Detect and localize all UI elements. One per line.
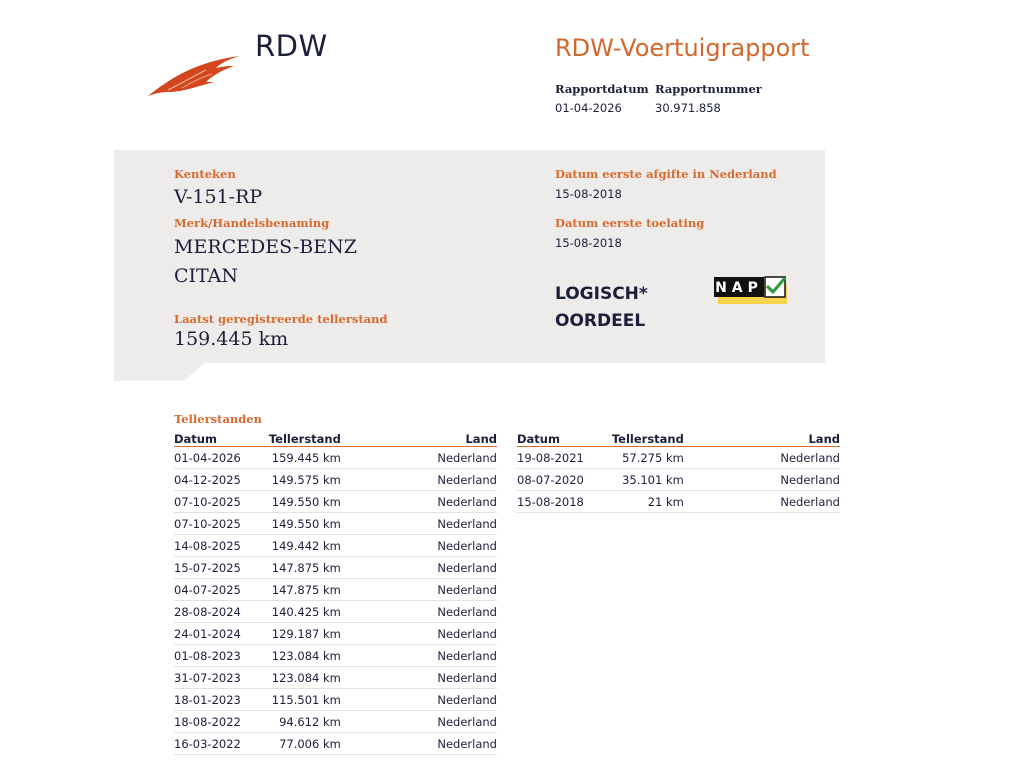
cell-land: Nederland [341, 469, 497, 491]
cell-tellerstand: 123.084 km [269, 645, 341, 667]
table-header-row [517, 432, 840, 447]
col-header-tellerstand: Tellerstand [611, 432, 684, 446]
cell-datum: 24-01-2024 [174, 623, 269, 645]
table-row [174, 667, 497, 689]
cell-tellerstand: 94.612 km [269, 711, 341, 733]
kenteken-value: V-151-RP [174, 186, 263, 208]
afgifte-value: 15-08-2018 [555, 187, 622, 201]
cell-land: Nederland [341, 733, 497, 755]
report-title: RDW-Voertuigrapport [555, 34, 810, 62]
merk-value: MERCEDES-BENZ [174, 236, 357, 258]
report-number-value: 30.971.858 [655, 101, 721, 115]
cell-datum: 18-08-2022 [174, 711, 269, 733]
cell-land: Nederland [684, 469, 840, 491]
cell-land: Nederland [684, 491, 840, 513]
report-date-value: 01-04-2026 [555, 101, 622, 115]
cell-land: Nederland [341, 689, 497, 711]
table-row [174, 733, 497, 755]
cell-datum: 04-12-2025 [174, 469, 269, 491]
cell-land: Nederland [684, 447, 840, 469]
toelating-value: 15-08-2018 [555, 236, 622, 250]
cell-tellerstand: 115.501 km [269, 689, 341, 711]
rdw-logo-icon [146, 44, 242, 100]
cell-land: Nederland [341, 491, 497, 513]
table-row [174, 601, 497, 623]
col-header-land: Land [684, 432, 840, 447]
cell-land: Nederland [341, 579, 497, 601]
odometer-table-left [174, 432, 497, 755]
cell-tellerstand: 147.875 km [269, 557, 341, 579]
col-header-tellerstand: Tellerstand [268, 432, 341, 446]
cell-datum: 01-04-2026 [174, 447, 269, 469]
table-row [174, 689, 497, 711]
cell-tellerstand: 57.275 km [612, 447, 684, 469]
afgifte-label: Datum eerste afgifte in Nederland [555, 167, 777, 181]
cell-datum: 15-07-2025 [174, 557, 269, 579]
toelating-label: Datum eerste toelating [555, 216, 705, 230]
cell-datum: 28-08-2024 [174, 601, 269, 623]
cell-tellerstand: 35.101 km [612, 469, 684, 491]
cell-datum: 08-07-2020 [517, 469, 612, 491]
cell-land: Nederland [341, 513, 497, 535]
nap-text: NAP [715, 280, 763, 296]
nap-badge [714, 276, 787, 304]
cell-datum: 07-10-2025 [174, 491, 269, 513]
table-header-row [174, 432, 497, 447]
table-row [174, 645, 497, 667]
odometer-table-right [517, 432, 840, 513]
cell-land: Nederland [341, 711, 497, 733]
verdict-line-2: OORDEEL [555, 311, 646, 331]
cell-datum: 01-08-2023 [174, 645, 269, 667]
vehicle-panel-tab [114, 363, 204, 381]
table-row [517, 469, 840, 491]
col-header-datum: Datum [517, 432, 612, 447]
report-number [655, 82, 762, 115]
kenteken-label: Kenteken [174, 167, 236, 181]
cell-tellerstand: 129.187 km [269, 623, 341, 645]
table-row [517, 491, 840, 513]
cell-datum: 14-08-2025 [174, 535, 269, 557]
table-row [174, 491, 497, 513]
table-row [174, 447, 497, 469]
cell-land: Nederland [341, 557, 497, 579]
table-row [517, 447, 840, 469]
table-row [174, 535, 497, 557]
report-date [555, 82, 649, 115]
cell-tellerstand: 21 km [612, 491, 684, 513]
col-header-land: Land [341, 432, 497, 447]
table-row [174, 579, 497, 601]
report-number-label: Rapportnummer [655, 82, 762, 96]
cell-datum: 18-01-2023 [174, 689, 269, 711]
table-row [174, 469, 497, 491]
cell-tellerstand: 147.875 km [269, 579, 341, 601]
tellerstand-label: Laatst geregistreerde tellerstand [174, 312, 388, 326]
report-date-label: Rapportdatum [555, 82, 649, 96]
table-row [174, 711, 497, 733]
cell-tellerstand: 159.445 km [269, 447, 341, 469]
cell-land: Nederland [341, 447, 497, 469]
cell-land: Nederland [341, 645, 497, 667]
verdict-line-1: LOGISCH* [555, 284, 648, 304]
handelsbenaming-value: CITAN [174, 265, 239, 287]
cell-tellerstand: 123.084 km [269, 667, 341, 689]
table-row [174, 623, 497, 645]
table-row [174, 513, 497, 535]
cell-datum: 15-08-2018 [517, 491, 612, 513]
cell-tellerstand: 149.550 km [269, 513, 341, 535]
merk-label: Merk/Handelsbenaming [174, 216, 330, 230]
cell-tellerstand: 149.442 km [269, 535, 341, 557]
cell-land: Nederland [341, 667, 497, 689]
cell-land: Nederland [341, 623, 497, 645]
brand-name: RDW [255, 29, 328, 63]
col-header-datum: Datum [174, 432, 269, 447]
cell-tellerstand: 77.006 km [269, 733, 341, 755]
cell-land: Nederland [341, 535, 497, 557]
cell-datum: 16-03-2022 [174, 733, 269, 755]
cell-tellerstand: 149.550 km [269, 491, 341, 513]
tellerstand-value: 159.445 km [174, 328, 289, 350]
cell-datum: 31-07-2023 [174, 667, 269, 689]
cell-datum: 04-07-2025 [174, 579, 269, 601]
cell-tellerstand: 149.575 km [269, 469, 341, 491]
tellerstanden-title: Tellerstanden [174, 412, 262, 426]
verdict [555, 281, 648, 335]
cell-datum: 19-08-2021 [517, 447, 612, 469]
cell-tellerstand: 140.425 km [269, 601, 341, 623]
cell-land: Nederland [341, 601, 497, 623]
table-row [174, 557, 497, 579]
cell-datum: 07-10-2025 [174, 513, 269, 535]
